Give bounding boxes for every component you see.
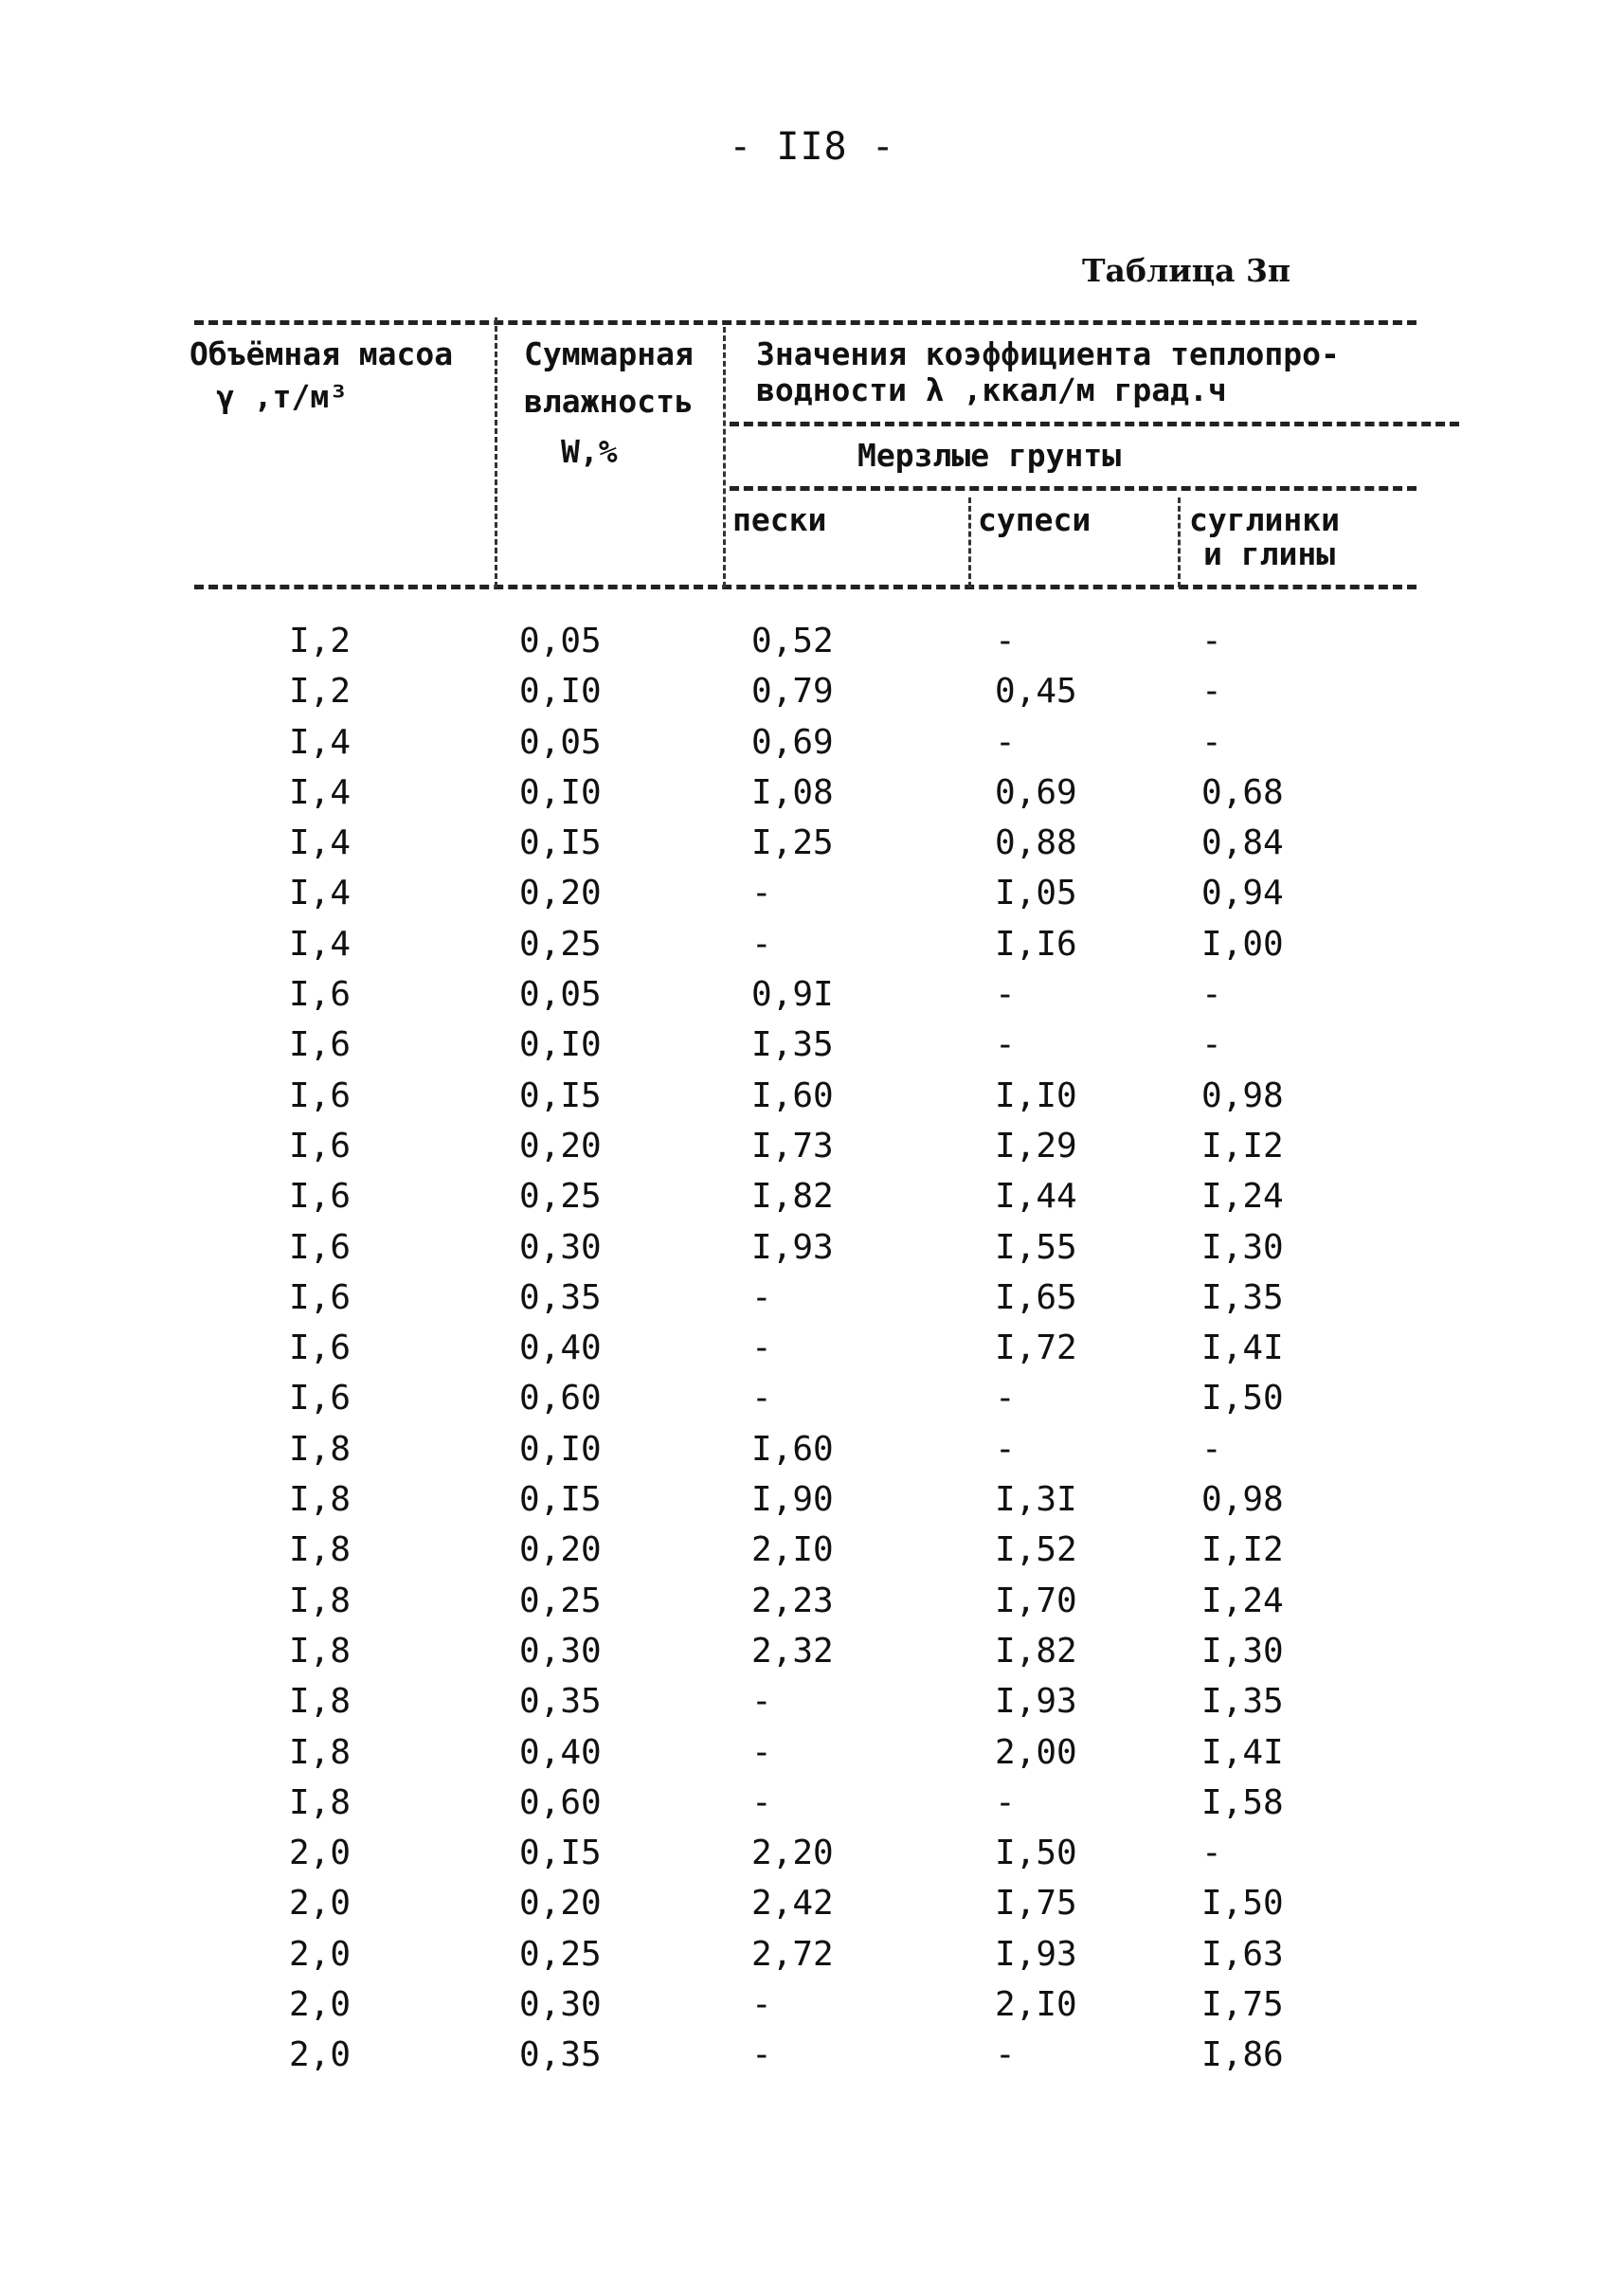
cell-sandy-loam: I,70	[995, 1581, 1077, 1620]
cell-density: I,6	[289, 1025, 352, 1065]
cell-density: 2,0	[289, 1884, 352, 1924]
cell-density: I,4	[289, 924, 352, 964]
data-table-body	[0, 616, 1624, 2081]
cell-sand: -	[751, 2035, 772, 2075]
cell-moisture: 0,60	[519, 1379, 602, 1419]
cell-sandy-loam: -	[995, 1379, 1016, 1419]
table-row	[0, 1121, 1624, 1171]
cell-loam-clay: -	[1201, 672, 1222, 712]
cell-loam-clay: I,4I	[1201, 1732, 1284, 1772]
cell-sand: -	[751, 1379, 772, 1419]
table-row	[0, 1071, 1624, 1121]
cell-sand: I,60	[751, 1429, 834, 1469]
cell-moisture: 0,30	[519, 1227, 602, 1267]
cell-density: 2,0	[289, 1834, 352, 1873]
cell-density: I,8	[289, 1530, 352, 1570]
cell-loam-clay: 0,98	[1201, 1480, 1284, 1520]
table-row	[0, 2030, 1624, 2080]
cell-sandy-loam: I,3I	[995, 1480, 1077, 1520]
table-row	[0, 1878, 1624, 1928]
cell-sandy-loam: I,29	[995, 1126, 1077, 1166]
cell-loam-clay: I,00	[1201, 924, 1284, 964]
table-row	[0, 1373, 1624, 1423]
cell-sandy-loam: I,I0	[995, 1075, 1077, 1115]
header-divider-4	[1178, 497, 1181, 587]
cell-density: I,8	[289, 1480, 352, 1520]
header-divider-2	[723, 327, 726, 587]
cell-moisture: 0,25	[519, 1934, 602, 1974]
cell-sandy-loam: I,82	[995, 1631, 1077, 1671]
cell-loam-clay: I,24	[1201, 1177, 1284, 1217]
cell-sandy-loam: 2,00	[995, 1732, 1077, 1772]
cell-density: I,6	[289, 975, 352, 1015]
cell-moisture: 0,05	[519, 975, 602, 1015]
header-moisture-line1: Суммарная	[524, 335, 694, 372]
table-row	[0, 1323, 1624, 1373]
table-row	[0, 1273, 1624, 1323]
cell-loam-clay: I,30	[1201, 1631, 1284, 1671]
header-divider-3	[968, 497, 971, 587]
cell-sand: 0,52	[751, 622, 834, 660]
header-sand: пески	[732, 501, 827, 538]
cell-sandy-loam: I,75	[995, 1884, 1077, 1924]
cell-moisture: 0,25	[519, 1177, 602, 1217]
cell-loam-clay: I,35	[1201, 1682, 1284, 1722]
table-row	[0, 1424, 1624, 1474]
header-group-rule	[730, 422, 1459, 426]
cell-moisture: 0,30	[519, 1985, 602, 2025]
cell-density: I,8	[289, 1429, 352, 1469]
header-group-line2: водности λ ,ккал/м град.ч	[756, 371, 1227, 408]
cell-sandy-loam: I,05	[995, 874, 1077, 913]
cell-loam-clay: -	[1201, 975, 1222, 1015]
cell-density: I,6	[289, 1277, 352, 1317]
cell-density: I,8	[289, 1732, 352, 1772]
cell-sandy-loam: 0,45	[995, 672, 1077, 712]
cell-density: I,8	[289, 1631, 352, 1671]
cell-moisture: 0,35	[519, 1277, 602, 1317]
cell-moisture: 0,I0	[519, 1429, 602, 1469]
header-group-line1: Значения коэффициента теплопро-	[756, 335, 1340, 372]
header-subgroup-rule	[730, 486, 1416, 491]
cell-sandy-loam: I,52	[995, 1530, 1077, 1570]
cell-sand: 2,32	[751, 1631, 834, 1671]
cell-sandy-loam: -	[995, 2035, 1016, 2075]
cell-density: 2,0	[289, 2035, 352, 2075]
cell-density: I,6	[289, 1227, 352, 1267]
cell-loam-clay: I,I2	[1201, 1126, 1284, 1166]
cell-loam-clay: I,50	[1201, 1884, 1284, 1924]
cell-loam-clay: -	[1201, 1834, 1222, 1873]
cell-moisture: 0,20	[519, 874, 602, 913]
header-loam-line2: и глины	[1203, 535, 1336, 572]
cell-moisture: 0,I0	[519, 772, 602, 812]
table-row	[0, 1676, 1624, 1726]
cell-sandy-loam: 2,I0	[995, 1985, 1077, 2025]
header-divider-1	[495, 317, 497, 587]
cell-sand: 2,23	[751, 1581, 834, 1620]
cell-sand: I,60	[751, 1075, 834, 1115]
header-sandy-loam: супеси	[978, 501, 1092, 538]
cell-sandy-loam: -	[995, 975, 1016, 1015]
cell-sand: -	[751, 1732, 772, 1772]
cell-sand: I,90	[751, 1480, 834, 1520]
table-row	[0, 1474, 1624, 1525]
cell-sandy-loam: I,I6	[995, 924, 1077, 964]
header-loam-line1: суглинки	[1189, 501, 1340, 538]
cell-sand: -	[751, 1985, 772, 2025]
cell-sand: 0,79	[751, 672, 834, 712]
cell-density: I,8	[289, 1581, 352, 1620]
cell-sandy-loam: I,50	[995, 1834, 1077, 1873]
cell-loam-clay: I,86	[1201, 2035, 1284, 2075]
page-number: - II8 -	[729, 125, 895, 169]
cell-loam-clay: I,I2	[1201, 1530, 1284, 1570]
table-row	[0, 666, 1624, 716]
cell-sandy-loam: I,65	[995, 1277, 1077, 1317]
cell-moisture: 0,60	[519, 1782, 602, 1822]
cell-loam-clay: I,24	[1201, 1581, 1284, 1620]
cell-sandy-loam: -	[995, 1429, 1016, 1469]
header-density-line2: γ ,т/м³	[216, 378, 349, 415]
cell-loam-clay: I,75	[1201, 1985, 1284, 2025]
cell-density: I,2	[289, 672, 352, 712]
cell-moisture: 0,20	[519, 1126, 602, 1166]
cell-moisture: 0,I5	[519, 1834, 602, 1873]
cell-sand: I,08	[751, 772, 834, 812]
cell-sand: -	[751, 1328, 772, 1368]
cell-loam-clay: -	[1201, 622, 1222, 660]
cell-sand: 0,69	[751, 722, 834, 762]
cell-sandy-loam: -	[995, 722, 1016, 762]
table-row	[0, 818, 1624, 868]
cell-density: I,6	[289, 1126, 352, 1166]
cell-sandy-loam: 0,88	[995, 823, 1077, 863]
cell-moisture: 0,25	[519, 1581, 602, 1620]
cell-moisture: 0,I5	[519, 1480, 602, 1520]
cell-moisture: 0,I5	[519, 823, 602, 863]
table-row	[0, 868, 1624, 918]
table-row	[0, 1979, 1624, 2030]
table-row	[0, 616, 1624, 666]
cell-density: I,8	[289, 1782, 352, 1822]
cell-moisture: 0,20	[519, 1530, 602, 1570]
cell-density: I,2	[289, 622, 352, 660]
cell-density: I,4	[289, 874, 352, 913]
table-row	[0, 1727, 1624, 1778]
table-row	[0, 1929, 1624, 1979]
cell-sand: -	[751, 924, 772, 964]
cell-sand: 2,I0	[751, 1530, 834, 1570]
cell-density: I,6	[289, 1075, 352, 1115]
table-row	[0, 1828, 1624, 1878]
cell-sandy-loam: -	[995, 1025, 1016, 1065]
cell-density: I,6	[289, 1177, 352, 1217]
cell-loam-clay: 0,68	[1201, 772, 1284, 812]
header-bottom-rule	[194, 585, 1416, 589]
cell-density: I,6	[289, 1328, 352, 1368]
table-row	[0, 919, 1624, 969]
cell-sand: I,73	[751, 1126, 834, 1166]
cell-moisture: 0,20	[519, 1884, 602, 1924]
cell-sandy-loam: I,44	[995, 1177, 1077, 1217]
table-row	[0, 969, 1624, 1020]
cell-sand: -	[751, 1782, 772, 1822]
cell-moisture: 0,I0	[519, 672, 602, 712]
cell-loam-clay: I,4I	[1201, 1328, 1284, 1368]
cell-loam-clay: 0,98	[1201, 1075, 1284, 1115]
cell-sandy-loam: I,93	[995, 1682, 1077, 1722]
header-moisture-line3: W,%	[561, 433, 618, 470]
cell-sand: I,35	[751, 1025, 834, 1065]
cell-loam-clay: I,50	[1201, 1379, 1284, 1419]
table-row	[0, 1778, 1624, 1828]
table-row	[0, 1171, 1624, 1221]
cell-density: 2,0	[289, 1934, 352, 1974]
cell-sand: I,82	[751, 1177, 834, 1217]
cell-moisture: 0,40	[519, 1328, 602, 1368]
header-subgroup: Мерзлые грунты	[857, 437, 1122, 474]
cell-sand: -	[751, 1277, 772, 1317]
table-row	[0, 717, 1624, 768]
cell-density: I,8	[289, 1682, 352, 1722]
cell-sand: I,93	[751, 1227, 834, 1267]
cell-moisture: 0,05	[519, 722, 602, 762]
cell-loam-clay: I,58	[1201, 1782, 1284, 1822]
table-row	[0, 1020, 1624, 1070]
cell-sand: 2,42	[751, 1884, 834, 1924]
cell-sandy-loam: I,72	[995, 1328, 1077, 1368]
cell-loam-clay: 0,94	[1201, 874, 1284, 913]
cell-density: I,4	[289, 772, 352, 812]
cell-sandy-loam: -	[995, 1782, 1016, 1822]
cell-loam-clay: I,63	[1201, 1934, 1284, 1974]
cell-loam-clay: -	[1201, 1025, 1222, 1065]
cell-loam-clay: -	[1201, 1429, 1222, 1469]
cell-sandy-loam: I,55	[995, 1227, 1077, 1267]
cell-moisture: 0,05	[519, 622, 602, 660]
cell-sand: 0,9I	[751, 975, 834, 1015]
cell-sand: 2,72	[751, 1934, 834, 1974]
cell-moisture: 0,I5	[519, 1075, 602, 1115]
cell-sand: I,25	[751, 823, 834, 863]
cell-density: I,6	[289, 1379, 352, 1419]
cell-sand: -	[751, 1682, 772, 1722]
header-density-line1: Объёмная масоа	[189, 335, 454, 372]
header-moisture-line2: влажность	[524, 383, 694, 420]
cell-sand: 2,20	[751, 1834, 834, 1873]
cell-loam-clay: I,30	[1201, 1227, 1284, 1267]
cell-moisture: 0,25	[519, 924, 602, 964]
table-row	[0, 768, 1624, 818]
table-row	[0, 1576, 1624, 1626]
cell-moisture: 0,35	[519, 2035, 602, 2075]
cell-density: I,4	[289, 823, 352, 863]
cell-loam-clay: -	[1201, 722, 1222, 762]
cell-moisture: 0,35	[519, 1682, 602, 1722]
cell-sandy-loam: -	[995, 622, 1016, 660]
cell-sandy-loam: 0,69	[995, 772, 1077, 812]
cell-density: I,4	[289, 722, 352, 762]
cell-sandy-loam: I,93	[995, 1934, 1077, 1974]
header-top-rule	[194, 320, 1416, 325]
table-row	[0, 1626, 1624, 1676]
table-row	[0, 1525, 1624, 1575]
table-caption: Таблица 3п	[1082, 252, 1291, 289]
cell-density: 2,0	[289, 1985, 352, 2025]
cell-moisture: 0,I0	[519, 1025, 602, 1065]
cell-loam-clay: 0,84	[1201, 823, 1284, 863]
table-row	[0, 1222, 1624, 1273]
cell-moisture: 0,30	[519, 1631, 602, 1671]
cell-moisture: 0,40	[519, 1732, 602, 1772]
cell-loam-clay: I,35	[1201, 1277, 1284, 1317]
cell-sand: -	[751, 874, 772, 913]
